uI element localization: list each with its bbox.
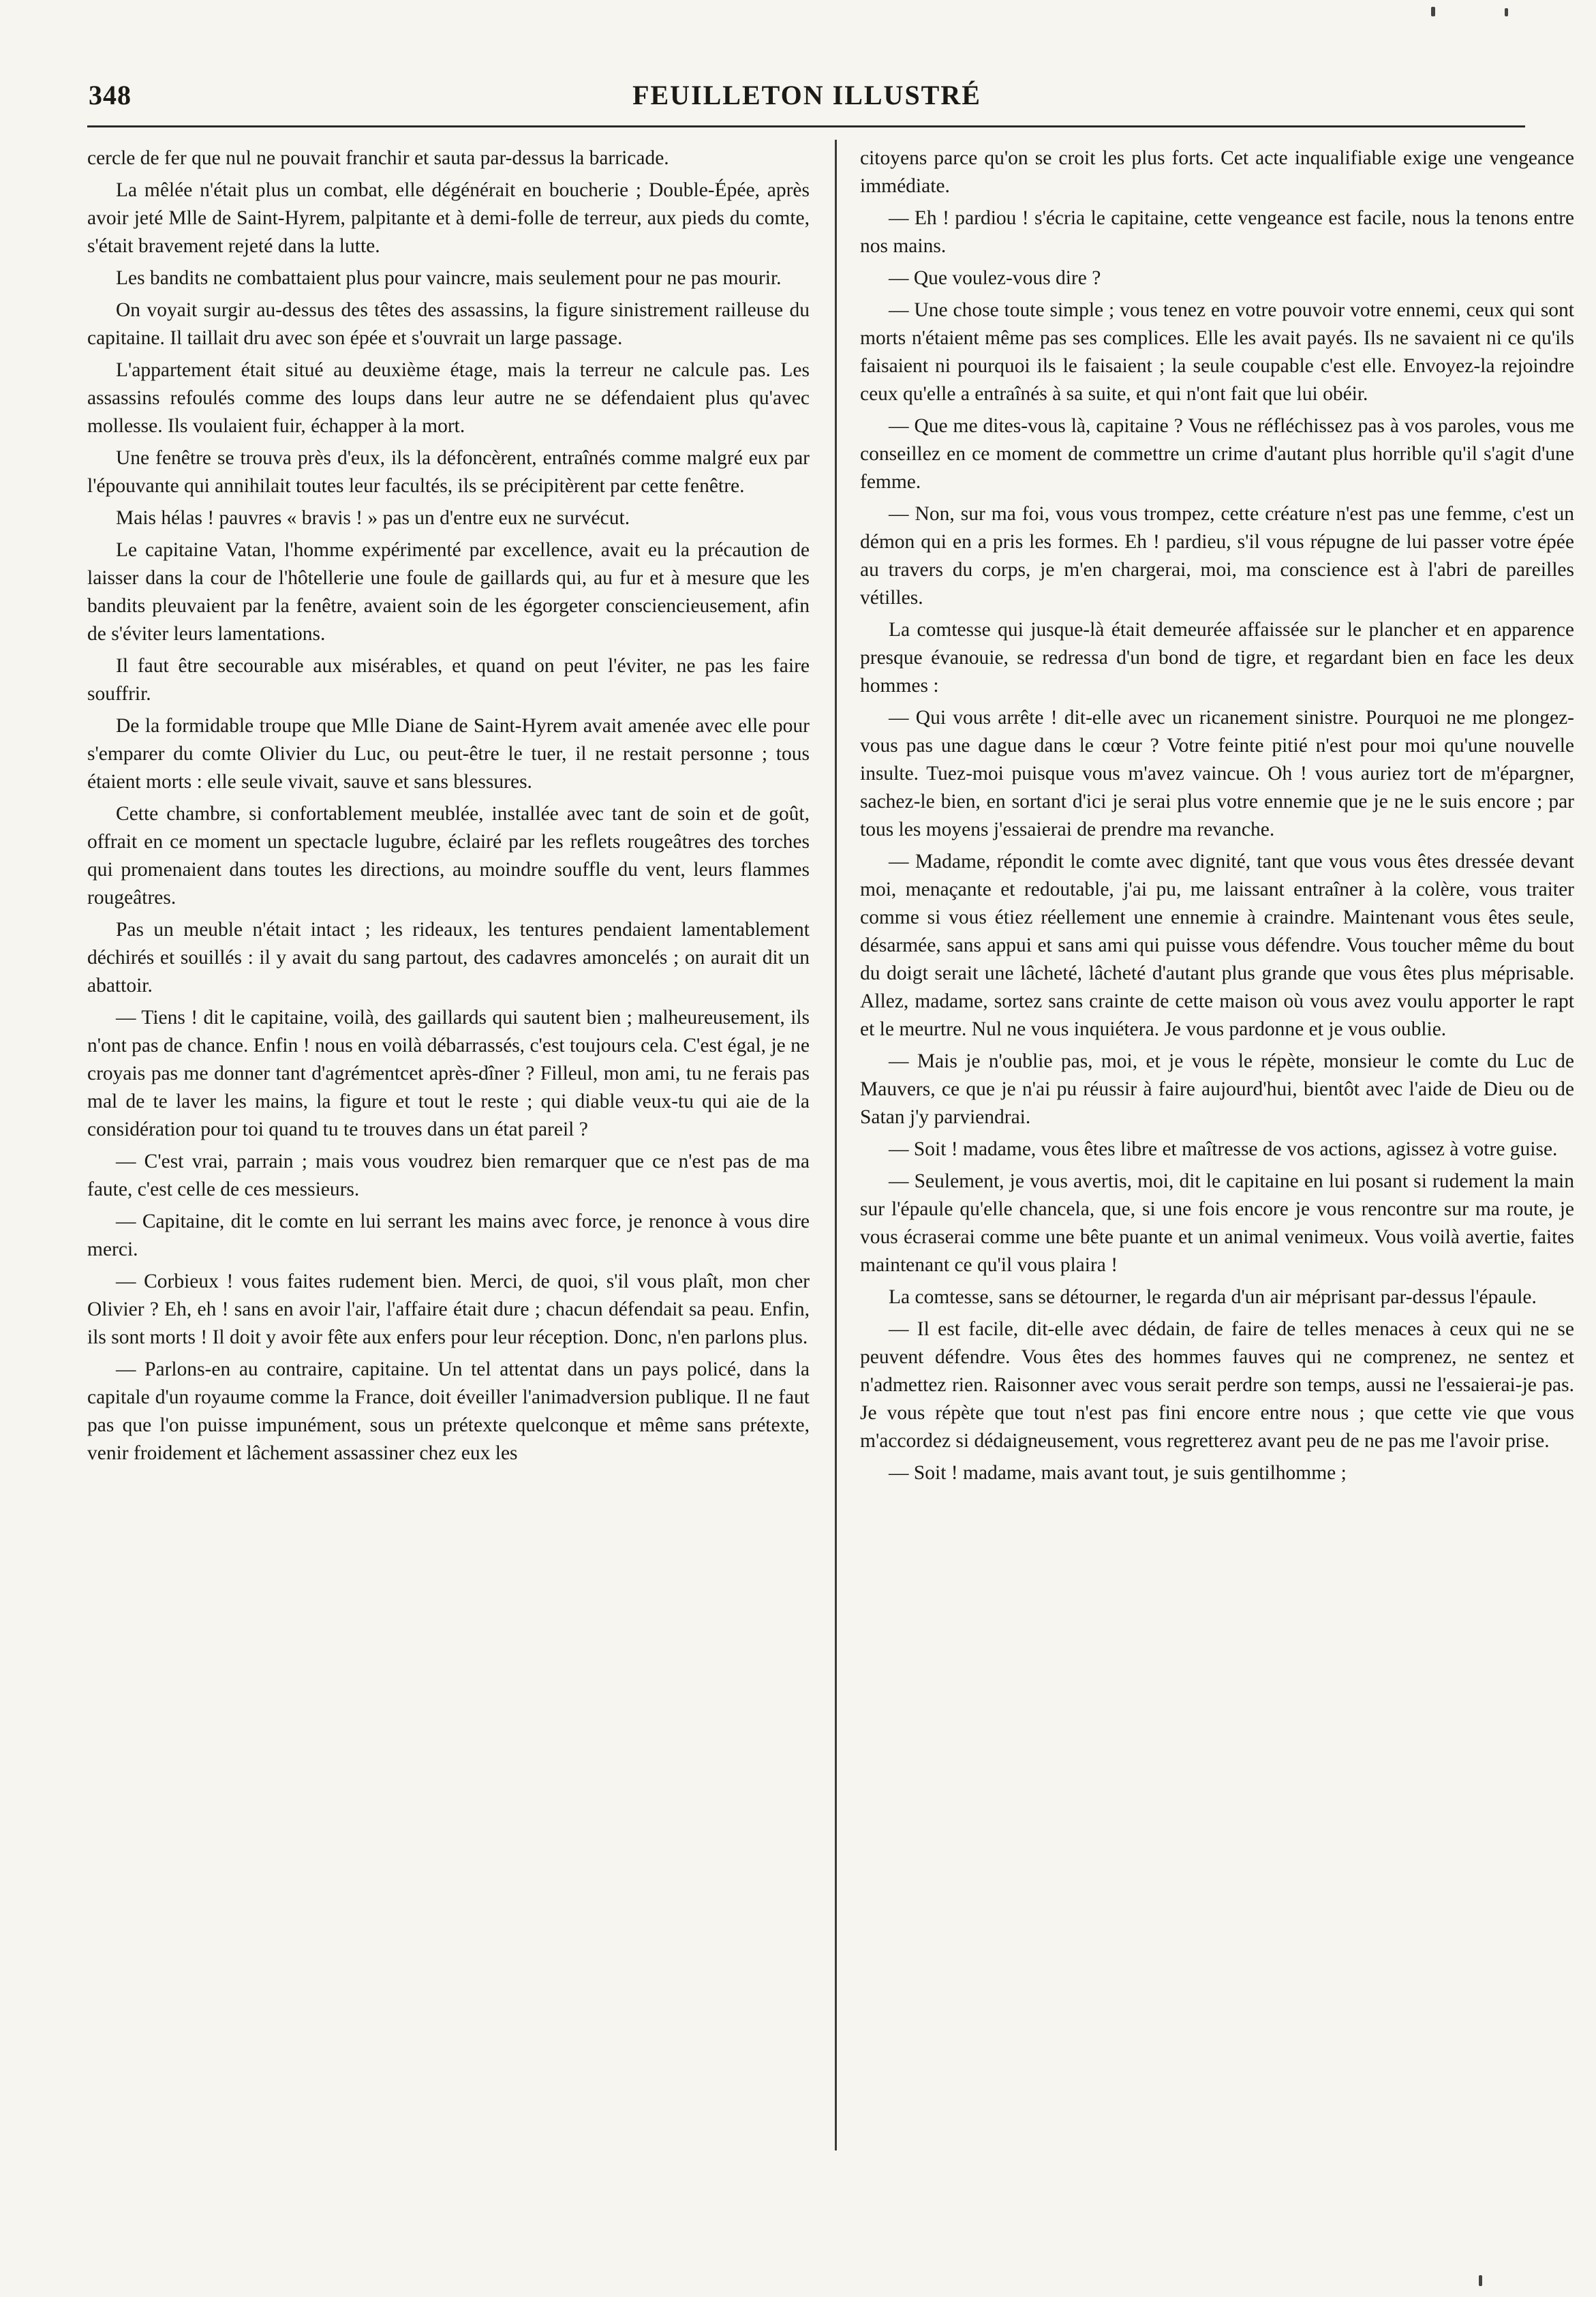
paragraph: Mais hélas ! pauvres « bravis ! » pas un d'entre eux ne survécut. bbox=[116, 507, 630, 529]
right-column bbox=[860, 144, 1574, 2257]
paragraph: La comtesse qui jusque-là était demeurée affaissée sur le plancher et en apparence presque évanouie, se redressa d'un bond de tigre, et regardant bien en face les deux hommes : bbox=[860, 619, 1574, 697]
paragraph: — C'est vrai, parrain ; mais vous voudrez bien remarquer que ce n'est pas de ma faute, c'est celle de ces messieurs. bbox=[87, 1151, 810, 1200]
paragraph: — Eh ! pardiou ! s'écria le capitaine, cette vengeance est facile, nous la tenons entre nos mains. bbox=[860, 207, 1574, 257]
paragraph: Il faut être secourable aux misérables, et quand on peut l'éviter, ne pas les faire souffrir. bbox=[87, 655, 810, 705]
left-column bbox=[87, 144, 810, 2257]
paragraph: — Soit ! madame, vous êtes libre et maîtresse de vos actions, agissez à votre guise. bbox=[889, 1138, 1558, 1160]
paragraph: — Une chose toute simple ; vous tenez en votre pouvoir votre ennemi, ceux qui sont morts n'étaient même pas ses complices. Elle les avait payés. Ils ne savaient ni ce qu'ils faisaient ni pourquoi ils le faisaient ; la seule coupable c'est elle. Envoyez-la rejoindre ceux qu'elle a entraînés à sa suite, et qui n'ont fait que lui obéir. bbox=[860, 299, 1574, 405]
paragraph: — Mais je n'oublie pas, moi, et je vous le répète, monsieur le comte du Luc de Mauvers, ce que je n'ai pu réussir à faire aujourd'hui, bientôt avec l'aide de Dieu ou de Satan j'y parviendrai. bbox=[860, 1050, 1574, 1128]
paragraph: — Corbieux ! vous faites rudement bien. Merci, de quoi, s'il vous plaît, mon cher Olivier ? Eh, eh ! sans en avoir l'air, l'affaire était dure ; chacun défendait sa peau. Enfin, ils sont morts ! Il doit y avoir fête aux enfers pour leur réception. Donc, n'en parlons plus. bbox=[87, 1271, 810, 1348]
paragraph: — Parlons-en au contraire, capitaine. Un tel attentat dans un pays policé, dans la capitale d'un royaume comme la France, doit éveiller l'animadversion publique. Il ne faut pas que l'on puisse impunément, sous un prétexte quelconque et même sans prétexte, venir froidement et lâchement assassiner chez eux les bbox=[87, 1358, 810, 1464]
print-speck bbox=[1431, 7, 1435, 16]
paragraph: La mêlée n'était plus un combat, elle dégénérait en boucherie ; Double-Épée, après avoir jeté Mlle de Saint-Hyrem, palpitante et à demi-folle de terreur, aux pieds du comte, s'était bravement rejeté dans la lutte. bbox=[87, 179, 810, 257]
paragraph: — Il est facile, dit-elle avec dédain, de faire de telles menaces à ceux qui ne se peuvent défendre. Vous êtes des hommes fauves qui ne comprenez, ne sentez et n'admettez rien. Raisonner avec vous serait perdre son temps, aussi ne l'essaierai-je pas. Je vous répète que tout n'est pas fini encore entre nous ; que cette vie que vous m'accordez si dédaigneusement, vous regretterez avant peu de ne pas me l'avoir prise. bbox=[860, 1318, 1574, 1452]
paragraph: Le capitaine Vatan, l'homme expérimenté par excellence, avait eu la précaution de laisser dans la cour de l'hôtellerie une foule de gaillards qui, au fur et à mesure que les bandits pleuvaient par la fenêtre, avaient soin de les égorgeter consciencieusement, afin de s'éviter leurs lamentations. bbox=[87, 539, 810, 645]
print-speck bbox=[1505, 8, 1508, 16]
paragraph: Les bandits ne combattaient plus pour vaincre, mais seulement pour ne pas mourir. bbox=[116, 267, 782, 289]
paragraph: citoyens parce qu'on se croit les plus forts. Cet acte inqualifiable exige une vengeance immédiate. bbox=[860, 147, 1574, 197]
paragraph: On voyait surgir au-dessus des têtes des assassins, la figure sinistrement railleuse du capitaine. Il taillait dru avec son épée et s'ouvrait un large passage. bbox=[87, 299, 810, 349]
paragraph: De la formidable troupe que Mlle Diane de Saint-Hyrem avait amenée avec elle pour s'emparer du comte Olivier du Luc, ou peut-être le tuer, il ne restait personne ; tous étaient morts : elle seule vivait, sauve et sans blessures. bbox=[87, 715, 810, 793]
page-title: FEUILLETON ILLUSTRÉ bbox=[632, 80, 981, 110]
paragraph: — Qui vous arrête ! dit-elle avec un ricanement sinistre. Pourquoi ne me plongez-vous pas une dague dans le cœur ? Votre feinte pitié n'est pour moi qu'une nouvelle insulte. Tuez-moi puisque vous m'avez vaincue. Oh ! vous auriez tort de m'épargner, sachez-le bien, en sortant d'ici je serai plus votre ennemie que je ne le suis encore ; par tous les moyens j'essaierai de prendre ma revanche. bbox=[860, 707, 1574, 840]
paragraph: — Madame, répondit le comte avec dignité, tant que vous vous êtes dressée devant moi, menaçante et redoutable, j'ai pu, me laissant entraîner à la colère, vous traiter comme si vous étiez réellement une ennemie à craindre. Maintenant vous êtes seule, désarmée, sans appui et sans ami qui puisse vous défendre. Vous toucher même du bout du doigt serait une lâcheté, lâcheté d'autant plus grande que vous êtes plus méprisable. Allez, madame, sortez sans crainte de cette maison où vous avez voulu apporter le rapt et le meurtre. Nul ne vous inquiétera. Je vous pardonne et je vous oublie. bbox=[860, 851, 1574, 1040]
print-speck bbox=[1479, 2275, 1482, 2286]
paragraph: Pas un meuble n'était intact ; les rideaux, les tentures pendaient lamentablement déchirés et souillés : il y avait du sang partout, des cadavres amoncelés ; on aurait dit un abattoir. bbox=[87, 919, 810, 997]
header-rule bbox=[87, 125, 1525, 127]
paragraph: — Que me dites-vous là, capitaine ? Vous ne réfléchissez pas à vos paroles, vous me conseillez en ce moment de commettre un crime d'autant plus horrible qu'il s'agit d'une femme. bbox=[860, 415, 1574, 493]
paragraph: — Capitaine, dit le comte en lui serrant les mains avec force, je renonce à vous dire merci. bbox=[87, 1211, 810, 1260]
paragraph: L'appartement était situé au deuxième étage, mais la terreur ne calcule pas. Les assassins refoulés comme des loups dans leur autre ne se défendaient plus qu'avec mollesse. Ils voulaient fuir, échapper à la mort. bbox=[87, 359, 810, 437]
column-divider bbox=[835, 140, 837, 2150]
paragraph: — Non, sur ma foi, vous vous trompez, cette créature n'est pas une femme, c'est un démon qui en a pris les formes. Eh ! pardieu, s'il vous répugne de lui passer votre épée au travers du corps, je m'en chargerai, moi, ma conscience est à l'abri de pareilles vétilles. bbox=[860, 503, 1574, 609]
paragraph: — Seulement, je vous avertis, moi, dit le capitaine en lui posant si rudement la main sur l'épaule qu'elle chancela, que, si une fois encore je vous rencontre sur ma route, je vous écraserai comme une bête puante et un animal venimeux. Vous voilà avertie, faites maintenant ce qu'il vous plaira ! bbox=[860, 1170, 1574, 1276]
page-header bbox=[87, 74, 1526, 117]
paragraph: Une fenêtre se trouva près d'eux, ils la défoncèrent, entraînés comme malgré eux par l'épouvante qui annihilait toutes leur facultés, ils se précipitèrent par cette fenêtre. bbox=[87, 447, 810, 497]
page-number: 348 bbox=[89, 80, 132, 110]
paragraph: — Que voulez-vous dire ? bbox=[889, 267, 1101, 289]
paragraph: — Tiens ! dit le capitaine, voilà, des gaillards qui sautent bien ; malheureusement, ils n'ont pas de chance. Enfin ! nous en voilà débarrassés, c'est toujours cela. C'est égal, je ne croyais pas me donner tant d'agrémentcet après-dîner ? Filleul, mon ami, tu ne ferais pas mal de te laver les mains, la figure et tout le reste ; qui diable veux-tu qui aie de la considération pour toi quand tu te trouves dans un état pareil ? bbox=[87, 1007, 810, 1140]
paragraph: La comtesse, sans se détourner, le regarda d'un air méprisant par-dessus l'épaule. bbox=[889, 1286, 1537, 1308]
paragraph: cercle de fer que nul ne pouvait franchir et sauta par-dessus la barricade. bbox=[87, 147, 669, 169]
paragraph: Cette chambre, si confortablement meublée, installée avec tant de soin et de goût, offrait en ce moment un spectacle lugubre, éclairé par les reflets rougeâtres des torches qui promenaient dans toutes les directions, au moindre souffle du vent, leurs flammes rougeâtres. bbox=[87, 803, 810, 909]
paragraph: — Soit ! madame, mais avant tout, je suis gentilhomme ; bbox=[889, 1462, 1347, 1484]
